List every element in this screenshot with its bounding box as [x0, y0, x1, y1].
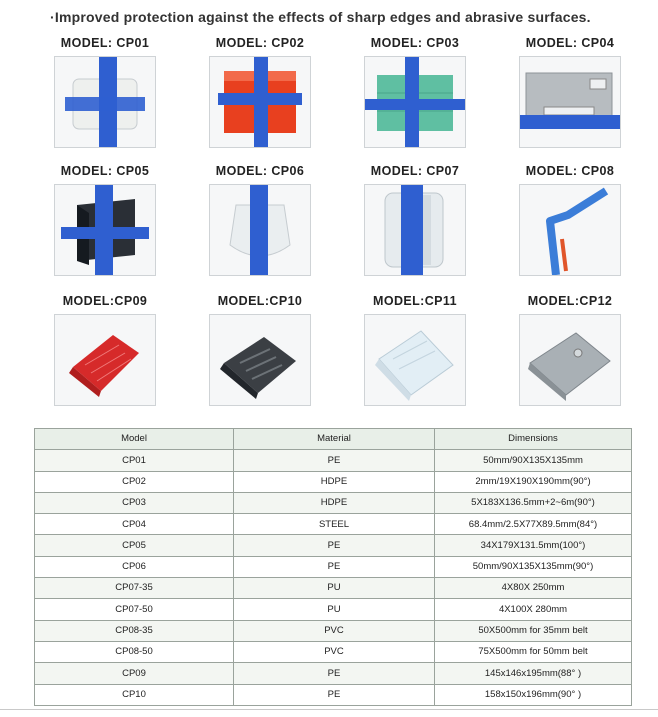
model-label: MODEL: CP08	[525, 164, 615, 178]
material-cell: PE	[234, 556, 435, 577]
red-edge-guard-photo	[54, 314, 156, 406]
dimensions-cell: 4X80X 250mm	[435, 578, 632, 599]
model-cell: CP04	[35, 514, 234, 535]
red-corner-protector-photo	[209, 56, 311, 148]
dimensions-cell: 68.4mm/2.5X77X89.5mm(84°)	[435, 514, 632, 535]
header-dimensions: Dimensions	[435, 429, 632, 450]
dimensions-cell: 158x150x196mm(90° )	[435, 684, 632, 705]
dimensions-cell: 50mm/90X135X135mm(90°)	[435, 556, 632, 577]
steel-corner-protector-photo	[519, 56, 621, 148]
dimensions-cell: 50X500mm for 35mm belt	[435, 620, 632, 641]
table-row	[35, 492, 632, 513]
model-label: MODEL: CP01	[60, 36, 150, 50]
table-row	[35, 514, 632, 535]
product-card	[340, 34, 490, 148]
product-card	[185, 162, 335, 276]
model-cell: CP07-35	[35, 578, 234, 599]
model-cell: CP05	[35, 535, 234, 556]
material-cell: PVC	[234, 620, 435, 641]
model-label: MODEL:CP11	[373, 294, 457, 308]
model-label: MODEL: CP03	[370, 36, 460, 50]
model-cell: CP10	[35, 684, 234, 705]
divider	[0, 709, 658, 710]
header-material: Material	[234, 429, 435, 450]
material-cell: HDPE	[234, 492, 435, 513]
dimensions-cell: 4X100X 280mm	[435, 599, 632, 620]
dimensions-cell: 75X500mm for 50mm belt	[435, 641, 632, 662]
product-card	[495, 292, 645, 406]
white-pu-protector-photo	[364, 184, 466, 276]
model-label: MODEL:CP12	[527, 294, 613, 308]
table-row	[35, 663, 632, 684]
product-card	[30, 34, 180, 148]
product-card	[30, 162, 180, 276]
headline: ·Improved protection against the effects of sharp edges and abrasive surfaces.	[50, 9, 591, 25]
table-row	[35, 578, 632, 599]
table-row	[35, 450, 632, 471]
dimensions-cell: 2mm/19X190X190mm(90°)	[435, 471, 632, 492]
model-cell: CP06	[35, 556, 234, 577]
model-cell: CP08-35	[35, 620, 234, 641]
model-cell: CP07-50	[35, 599, 234, 620]
white-corner-protector-photo	[54, 56, 156, 148]
model-label: MODEL: CP06	[215, 164, 305, 178]
model-label: MODEL:CP10	[217, 294, 303, 308]
header-model: Model	[35, 429, 234, 450]
table-row	[35, 599, 632, 620]
material-cell: PE	[234, 535, 435, 556]
black-corner-protector-photo	[54, 184, 156, 276]
product-card	[340, 162, 490, 276]
product-card	[495, 162, 645, 276]
dimensions-cell: 145x146x195mm(88° )	[435, 663, 632, 684]
material-cell: PU	[234, 599, 435, 620]
table-row	[35, 556, 632, 577]
model-cell: CP09	[35, 663, 234, 684]
model-label: MODEL:CP09	[62, 294, 148, 308]
table-row	[35, 684, 632, 705]
metal-edge-guard-photo	[519, 314, 621, 406]
table-row	[35, 641, 632, 662]
model-label: MODEL: CP07	[370, 164, 460, 178]
table-header-row	[35, 429, 632, 450]
green-corner-protector-photo	[364, 56, 466, 148]
model-label: MODEL: CP02	[215, 36, 305, 50]
dimensions-cell: 34X179X131.5mm(100°)	[435, 535, 632, 556]
model-label: MODEL: CP05	[60, 164, 150, 178]
material-cell: PE	[234, 684, 435, 705]
table-row	[35, 471, 632, 492]
black-edge-guard-photo	[209, 314, 311, 406]
product-card	[185, 34, 335, 148]
material-cell: PVC	[234, 641, 435, 662]
product-card	[495, 34, 645, 148]
white-sleeve-protector-photo	[209, 184, 311, 276]
table-row	[35, 620, 632, 641]
material-cell: PU	[234, 578, 435, 599]
clear-edge-guard-photo	[364, 314, 466, 406]
model-cell: CP02	[35, 471, 234, 492]
product-card	[30, 292, 180, 406]
model-label: MODEL: CP04	[525, 36, 615, 50]
model-cell: CP01	[35, 450, 234, 471]
product-card	[340, 292, 490, 406]
material-cell: HDPE	[234, 471, 435, 492]
model-cell: CP03	[35, 492, 234, 513]
product-card	[185, 292, 335, 406]
table-row	[35, 535, 632, 556]
dimensions-cell: 50mm/90X135X135mm	[435, 450, 632, 471]
material-cell: PE	[234, 663, 435, 684]
pvc-tube-protector-photo	[519, 184, 621, 276]
material-cell: PE	[234, 450, 435, 471]
model-cell: CP08-50	[35, 641, 234, 662]
dimensions-cell: 5X183X136.5mm+2~6m(90°)	[435, 492, 632, 513]
spec-table	[34, 428, 632, 706]
material-cell: STEEL	[234, 514, 435, 535]
